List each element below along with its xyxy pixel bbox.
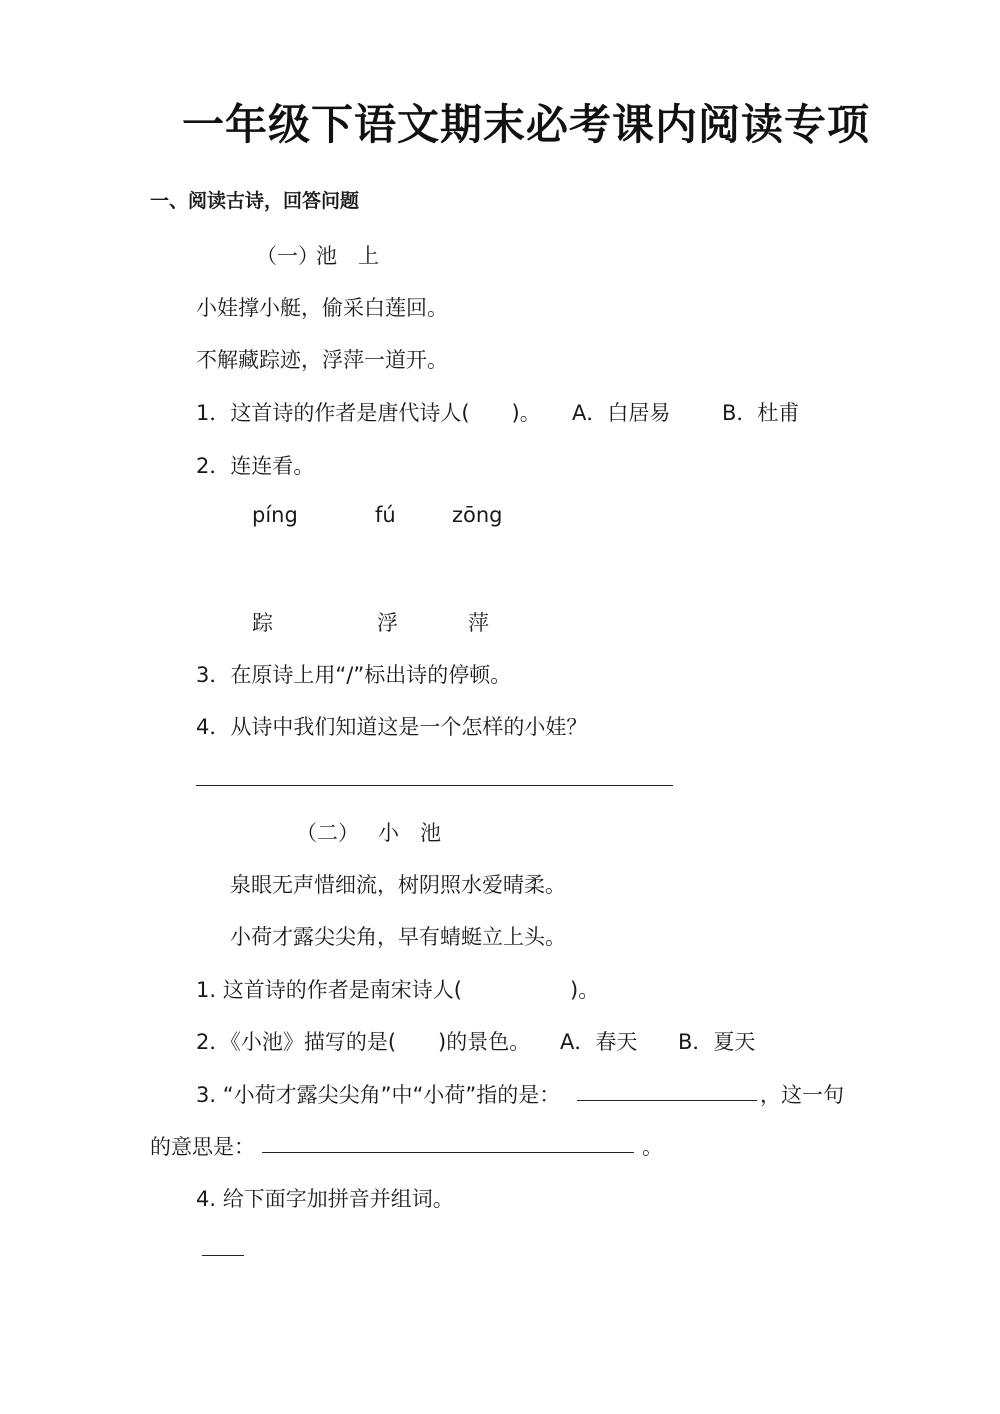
pinyin-item: fú: [375, 503, 396, 527]
question-1-option-b: B．杜甫: [722, 401, 800, 425]
question-4: 4．从诗中我们知道这是一个怎样的小娃？: [196, 715, 588, 739]
poem2-label: （二）: [296, 821, 359, 845]
poem2-question-3-tail: ，这一句: [760, 1083, 844, 1107]
poem2-question-1: 1. 这首诗的作者是南宋诗人(: [196, 978, 462, 1002]
poem2-title: 小 池: [378, 821, 441, 845]
poem1-label: （一）: [256, 244, 319, 268]
char-item: 踪: [252, 611, 273, 635]
poem1-line-2: 不解藏踪迹，浮萍一道开。: [196, 348, 448, 372]
poem2-question-3-end: 。: [642, 1135, 663, 1159]
char-item: 浮: [377, 611, 398, 635]
question-1-option-a: A．白居易: [572, 401, 671, 425]
poem2-question-3-meaning: 的意思是：: [150, 1135, 255, 1159]
poem2-question-4: 4. 给下面字加拼音并组词。: [196, 1187, 454, 1211]
question-2: 2．连连看。: [196, 454, 315, 478]
answer-line[interactable]: [202, 1255, 244, 1256]
answer-line[interactable]: [577, 1100, 757, 1101]
poem1-title: 池 上: [316, 244, 379, 268]
page-title: 一年级下语文期末必考课内阅读专项: [182, 100, 871, 149]
char-item: 萍: [468, 611, 489, 635]
poem2-question-2-option-a: A．春天: [560, 1030, 638, 1054]
question-1: 1．这首诗的作者是唐代诗人( )。: [196, 401, 541, 425]
poem2-question-2-option-b: B．夏天: [678, 1030, 756, 1054]
poem1-line-1: 小娃撑小艇，偷采白莲回。: [196, 296, 448, 320]
poem2-line-2: 小荷才露尖尖角，早有蜻蜓立上头。: [230, 925, 566, 949]
poem2-line-1: 泉眼无声惜细流，树阴照水爱晴柔。: [230, 873, 566, 897]
poem2-question-3: 3. “小荷才露尖尖角”中“小荷”指的是：: [196, 1083, 561, 1107]
question-3: 3．在原诗上用“/”标出诗的停顿。: [196, 663, 512, 687]
answer-line[interactable]: [196, 785, 673, 786]
poem2-question-2: 2．《小池》描写的是( )的景色。: [196, 1030, 531, 1054]
pinyin-item: píng: [252, 503, 298, 527]
answer-line[interactable]: [262, 1152, 634, 1153]
pinyin-item: zōng: [452, 503, 503, 527]
poem2-question-1-end: )。: [570, 978, 600, 1002]
section-heading: 一、阅读古诗，回答问题: [150, 190, 360, 212]
